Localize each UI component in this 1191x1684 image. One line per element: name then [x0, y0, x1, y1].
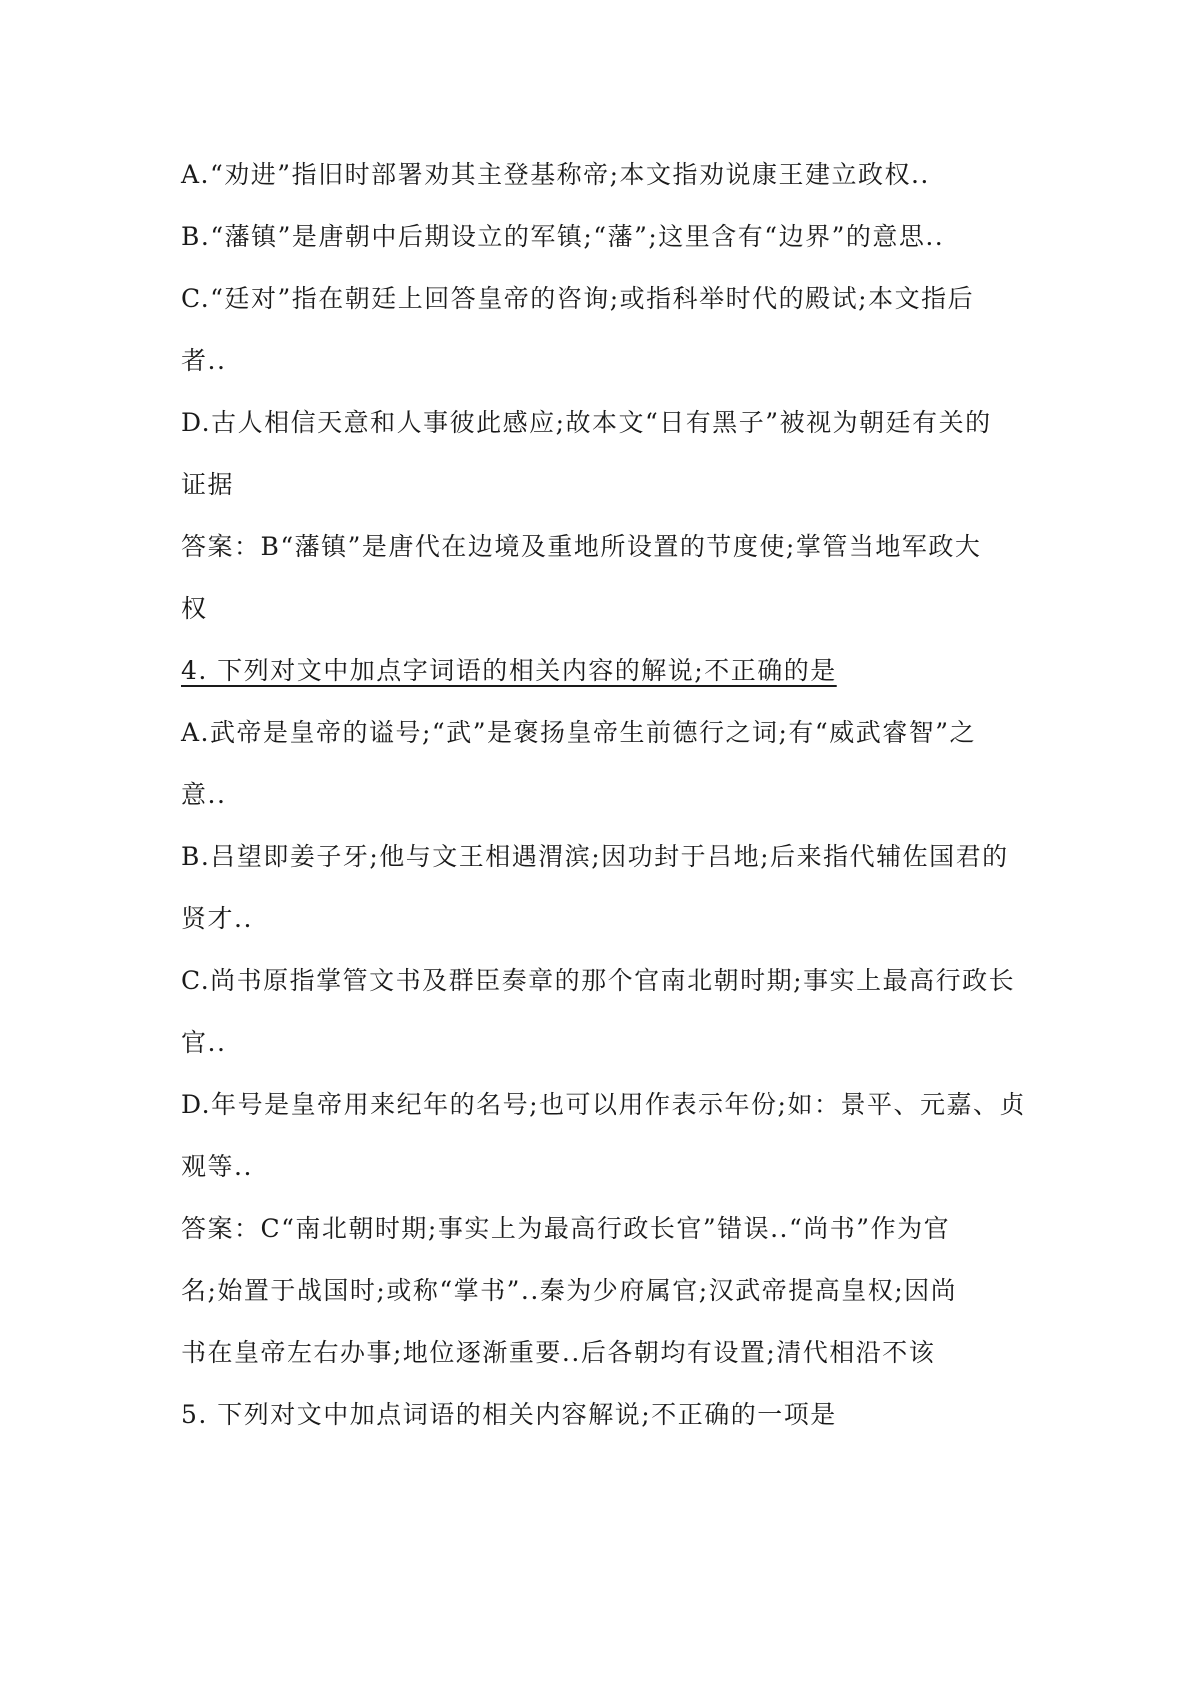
option-c-廷对: C.“廷对”指在朝廷上回答皇帝的咨询;或指科举时代的殿试;本文指后: [181, 284, 975, 313]
answer-q4: 答案：C“南北朝时期;事实上为最高行政长官”错误..“尚书”作为官: [181, 1214, 951, 1243]
option-d-黑子: D.古人相信天意和人事彼此感应;故本文“日有黑子”被视为朝廷有关的: [181, 408, 992, 437]
q4-option-a-continued: 意..: [181, 780, 227, 809]
question-4: 4. 下列对文中加点字词语的相关内容的解说;不正确的是: [181, 656, 837, 685]
answer-q4-line3: 书在皇帝左右办事;地位逐渐重要..后各朝均有设置;清代相沿不该: [181, 1338, 936, 1367]
q4-option-b: B.吕望即姜子牙;他与文王相遇渭滨;因功封于吕地;后来指代辅佐国君的: [181, 842, 1009, 871]
q4-option-a: A.武帝是皇帝的谥号;“武”是褒扬皇帝生前德行之词;有“威武睿智”之: [181, 718, 976, 747]
option-d-continued: 证据: [181, 470, 235, 499]
option-c-continued: 者..: [181, 346, 227, 375]
answer-q4-line2: 名;始置于战国时;或称“掌书”..秦为少府属官;汉武帝提高皇权;因尚: [181, 1276, 958, 1305]
q4-option-c: C.尚书原指掌管文书及群臣奏章的那个官南北朝时期;事实上最高行政长: [181, 966, 1016, 995]
q4-option-b-continued: 贤才..: [181, 904, 253, 933]
q4-option-c-continued: 官..: [181, 1028, 227, 1057]
question-5: 5. 下列对文中加点词语的相关内容解说;不正确的一项是: [181, 1400, 837, 1429]
q4-option-d: D.年号是皇帝用来纪年的名号;也可以用作表示年份;如：景平、元嘉、贞: [181, 1090, 1026, 1119]
q4-option-d-continued: 观等..: [181, 1152, 253, 1181]
option-b-藩镇: B.“藩镇”是唐朝中后期设立的军镇;“藩”;这里含有“边界”的意思..: [181, 222, 945, 251]
answer-q3: 答案：B“藩镇”是唐代在边境及重地所设置的节度使;掌管当地军政大: [181, 532, 982, 561]
option-a-劝进: A.“劝进”指旧时部署劝其主登基称帝;本文指劝说康王建立政权..: [181, 160, 930, 189]
answer-q3-continued: 权: [181, 594, 208, 623]
